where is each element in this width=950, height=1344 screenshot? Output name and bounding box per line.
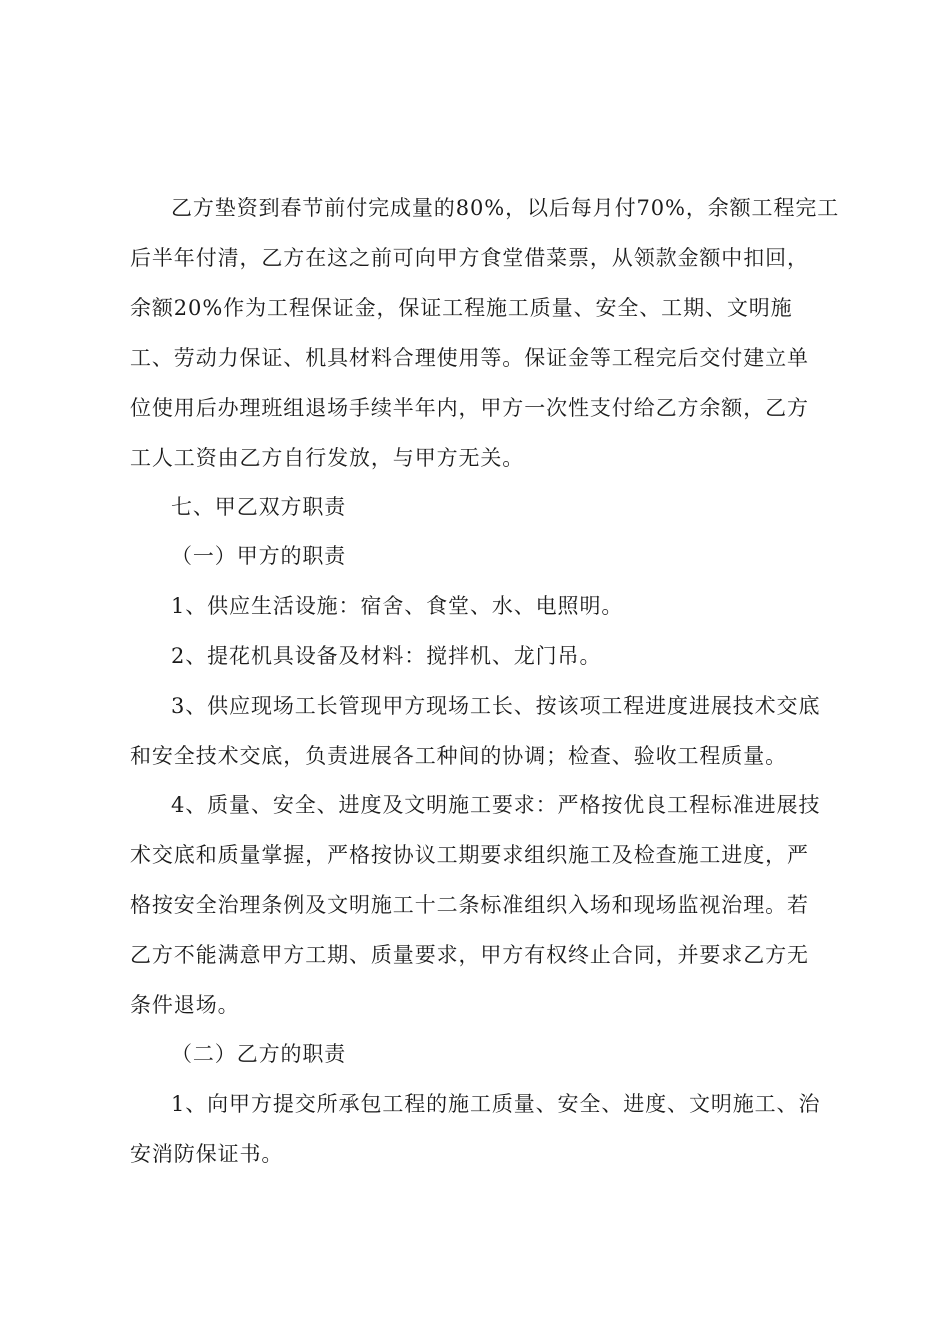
party-b-duties-heading: （二）乙方的职责 bbox=[171, 1042, 347, 1066]
paragraph-payment-line-1: 乙方垫资到春节前付完成量的80%，以后每月付70%，余额工程完工 bbox=[171, 196, 840, 220]
paragraph-payment-line-4: 工、劳动力保证、机具材料合理使用等。保证金等工程完后交付建立单 bbox=[130, 346, 809, 370]
paragraph-payment-line-3: 余额20%作为工程保证金，保证工程施工质量、安全、工期、文明施 bbox=[130, 296, 793, 320]
party-a-item-2: 2、提花机具设备及材料：搅拌机、龙门吊。 bbox=[171, 644, 602, 668]
party-a-item-4-line-5: 条件退场。 bbox=[130, 993, 240, 1017]
party-a-item-4-line-2: 术交底和质量掌握，严格按协议工期要求组织施工及检查施工进度，严 bbox=[130, 843, 809, 867]
party-a-item-4-line-1: 4、质量、安全、进度及文明施工要求：严格按优良工程标准进展技 bbox=[171, 793, 821, 817]
party-b-item-1-line-2: 安消防保证书。 bbox=[130, 1142, 284, 1166]
paragraph-payment-line-6: 工人工资由乙方自行发放，与甲方无关。 bbox=[130, 446, 525, 470]
party-a-duties-heading: （一）甲方的职责 bbox=[171, 544, 347, 568]
paragraph-payment-line-5: 位使用后办理班组退场手续半年内，甲方一次性支付给乙方余额，乙方 bbox=[130, 396, 809, 420]
party-a-item-1: 1、供应生活设施：宿舍、食堂、水、电照明。 bbox=[171, 594, 624, 618]
section-7-heading: 七、甲乙双方职责 bbox=[171, 495, 347, 519]
party-a-item-3-line-2: 和安全技术交底，负责进展各工种间的协调；检查、验收工程质量。 bbox=[130, 744, 787, 768]
party-a-item-4-line-3: 格按安全治理条例及文明施工十二条标准组织入场和现场监视治理。若 bbox=[130, 893, 809, 917]
party-a-item-4-line-4: 乙方不能满意甲方工期、质量要求，甲方有权终止合同，并要求乙方无 bbox=[130, 943, 809, 967]
paragraph-payment-line-2: 后半年付清，乙方在这之前可向甲方食堂借菜票，从领款金额中扣回， bbox=[130, 246, 809, 270]
party-a-item-3-line-1: 3、供应现场工长管现甲方现场工长、按该项工程进度进展技术交底 bbox=[171, 694, 821, 718]
party-b-item-1-line-1: 1、向甲方提交所承包工程的施工质量、安全、进度、文明施工、治 bbox=[171, 1092, 821, 1116]
